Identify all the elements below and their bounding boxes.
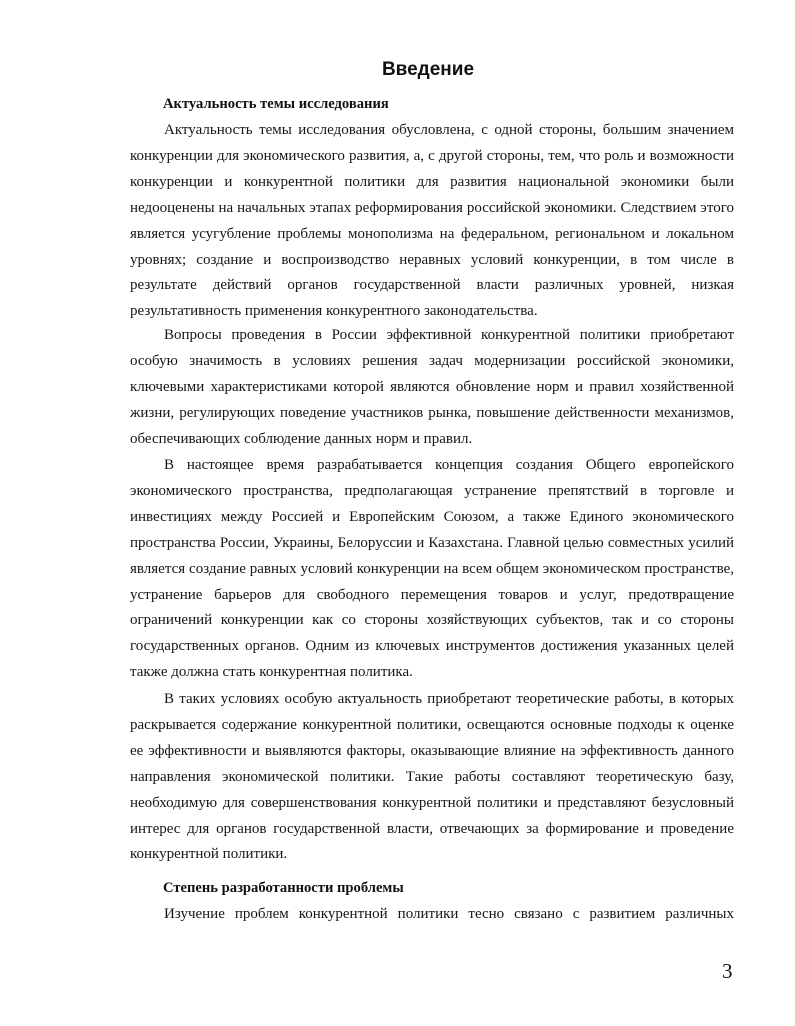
paragraph-degree-1: Изучение проблем конкурентной политики тесно связано с развитием различных (164, 906, 734, 922)
section-heading-actuality: Актуальность темы исследования (163, 96, 389, 112)
page-title: Введение (381, 59, 475, 80)
paragraph-actuality-1: Актуальность темы исследования обусловлена, с одной стороны, большим значением конкуренции для экономического развития, а, с другой стороны, тем, что роль и возможности конкуренции и конкурентной политики для развития национальной экономики были недооценены на начальных этапах реформирования российской экономики. Следствием этого является усугубление проблемы монополизма на федеральном, региональном и локальном уровнях; создание и воспроизводство неравных условий конкуренции, в том числе в результате действий органов государственной власти различных уровней, низкая результативность применения конкурентного законодательства. (130, 122, 734, 320)
paragraph-actuality-3: В настоящее время разрабатывается концепция создания Общего европейского экономического пространства, предполагающая устранение препятствий в торговле и инвестициях между Россией и Европейским Союзом, а также Единого экономического пространства России, Украины, Белоруссии и Казахстана. Главной целью совместных усилий является создание равных условий конкуренции на всем общем экономическом пространстве, устранение барьеров для свободного перемещения товаров и услуг, предотвращение ограничений конкуренции как со стороны хозяйствующих субъектов, так и со стороны государственных органов. Одним из ключевых инструментов достижения указанных целей также должна стать конкурентная политика. (130, 457, 734, 681)
paragraph-actuality-4: В таких условиях особую актуальность приобретают теоретические работы, в которых раскрывается содержание конкурентной политики, освещаются основные подходы к оценке ее эффективности и выявляются факторы, оказывающие влияние на эффективность данного направления экономической политики. Такие работы составляют теоретическую базу, необходимую для совершенствования конкурентной политики и представляют безусловный интерес для органов государственной власти, отвечающих за формирование и проведение конкурентной политики. (130, 691, 734, 863)
section-heading-degree: Степень разработанности проблемы (163, 880, 404, 896)
paragraph-actuality-2: Вопросы проведения в России эффективной конкурентной политики приобретают особую значимость в условиях решения задач модернизации российской экономики, ключевыми характеристиками которой являются обновление норм и правил хозяйственной жизни, регулирующих поведение участников рынка, повышение действенности механизмов, обеспечивающих соблюдение данных норм и правил. (130, 327, 734, 447)
page-number: 3 (722, 959, 733, 983)
